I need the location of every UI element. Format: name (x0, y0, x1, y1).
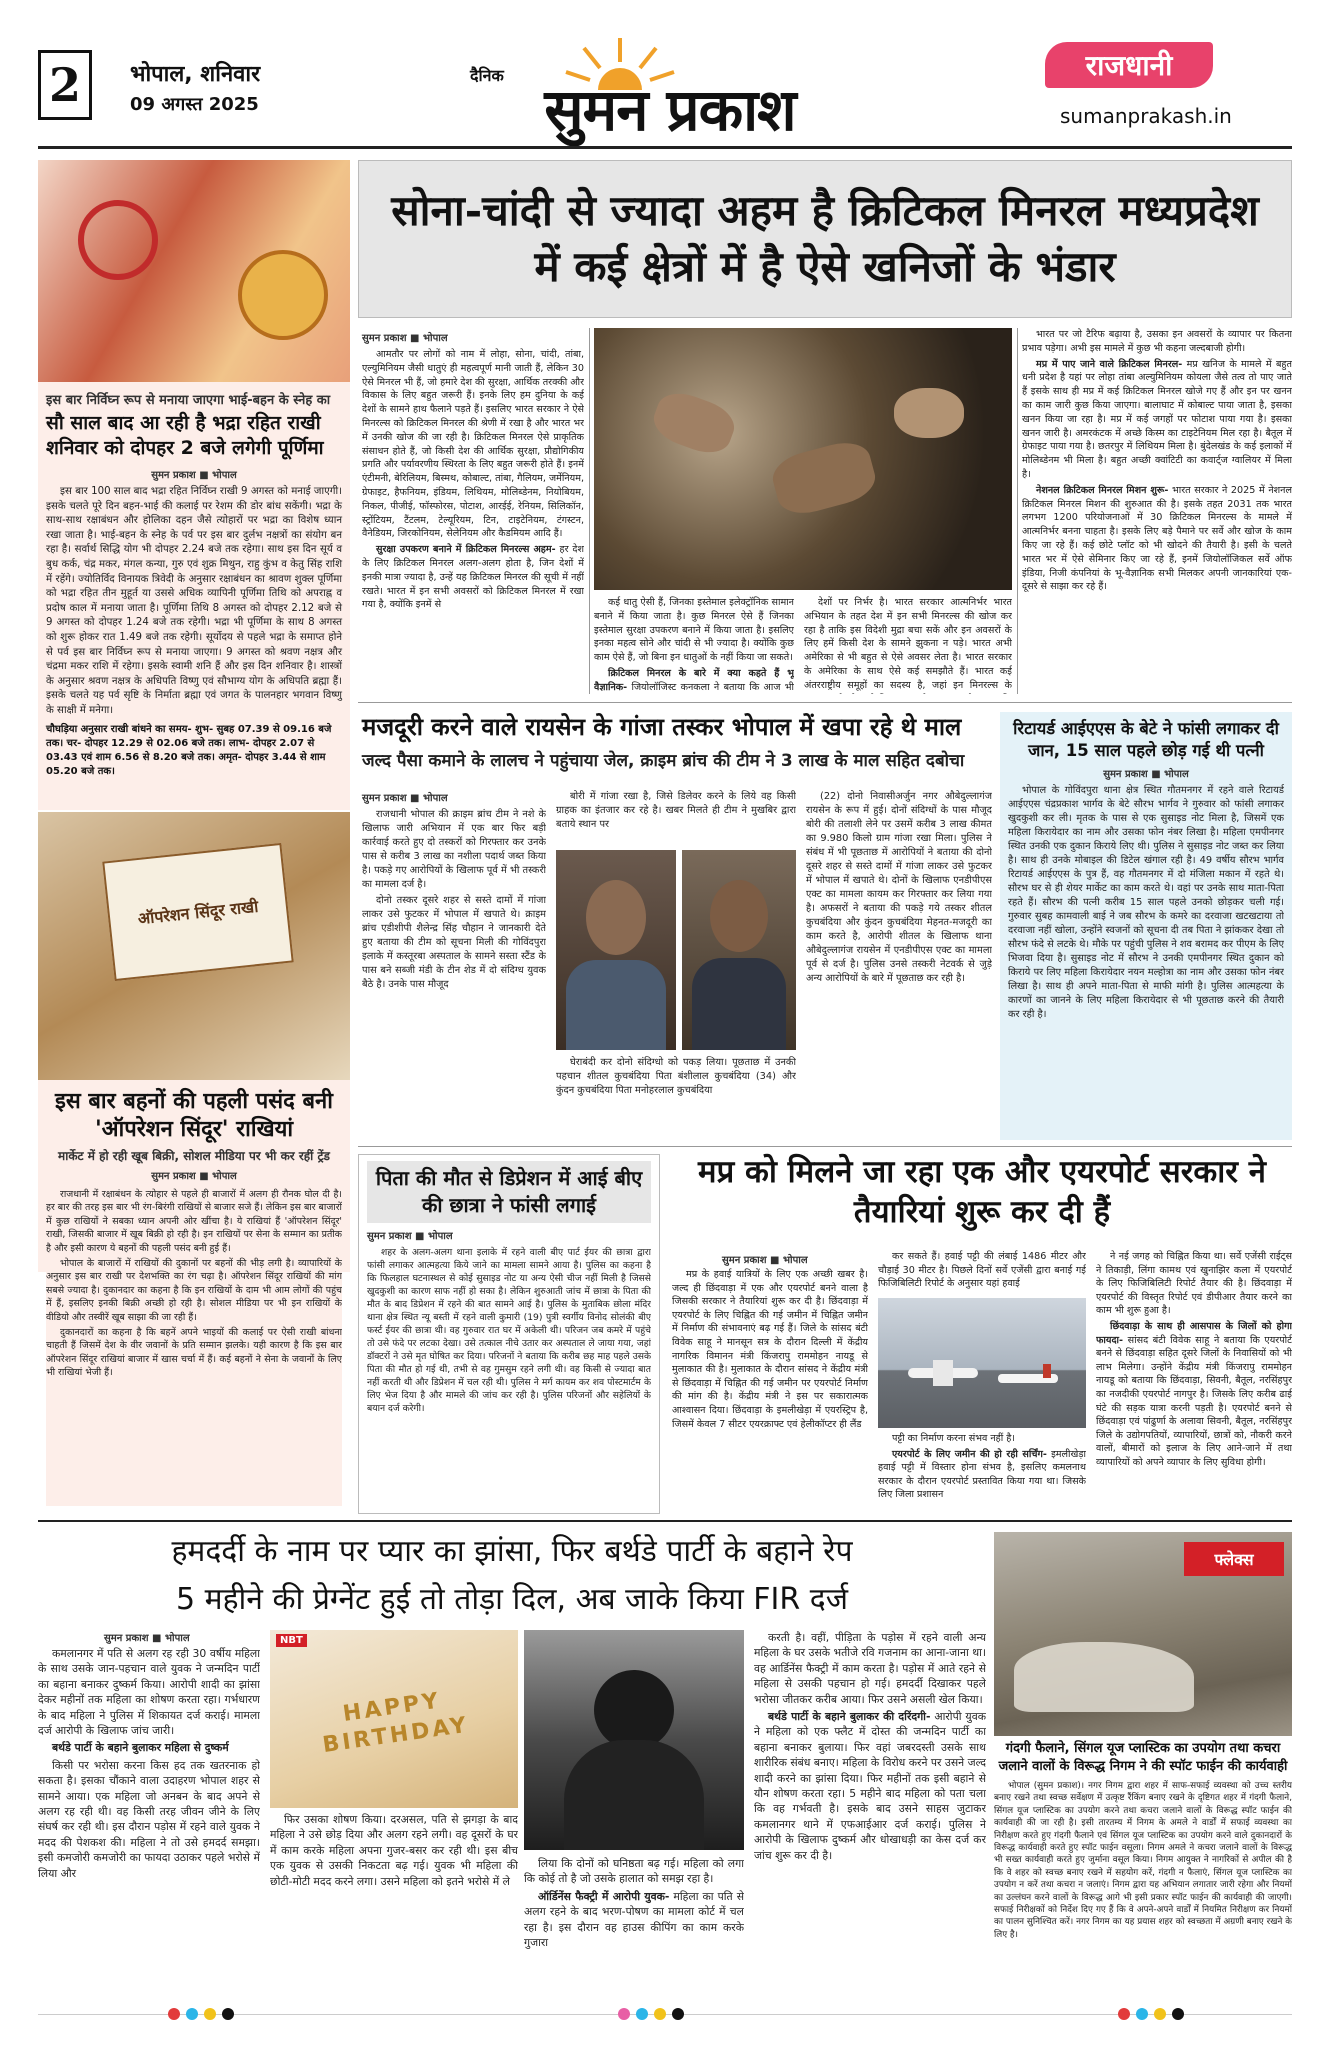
airport-photo (878, 1298, 1086, 1428)
dateline-date: 09 अगस्त 2025 (130, 94, 259, 115)
ganja-headline: मजदूरी करने वाले रायसेन के गांजा तस्कर भोपाल में खपा रहे थे माल (362, 713, 962, 741)
airport-byline: सुमन प्रकाश ■ भोपाल (722, 1255, 808, 1266)
ganja-deck: जल्द पैसा कमाने के लालच ने पहुंचाया जेल, क्राइम ब्रांच की टीम ने 3 लाख के माल सहित दबोचा (362, 751, 965, 771)
garbage-body: भोपाल (सुमन प्रकाश)। नगर निगम द्वारा शहर में साफ-सफाई व्यवस्था को उच्च स्तरीय बनाए रखने तथा स्वच्छ सर्वेक्षण में उत्कृष्ट रैंकिंग बनाए रखने के दृष्टिगत शहर में गंदगी फैलाने, सिंगल यूज प्लास्टिक का उपयोग करने तथा कचरा जलाने वालों के विरूद्ध स्पॉट फाईन की कार्यवाही की जा रही है। इसी तारतम्य में निगम के अमले ने वार्डों में सफाई व्यवस्था का निरीक्षण करते हुए गंदगी फैलाने एवं सिंगल यूज प्लास्टिक का उपयोग करने वाले दुकानदारों के विरूद्ध कार्यवाही करते हुए स्पॉट फाईन वसूला। निगम अमले ने कचरा जलाने वालों के विरूद्ध भी सख्त कार्यवाही करते हुए जुर्माना वसूल किया। निगम आयुक्त ने नागरिकों से अपील की है कि वे शहर को स्वच्छ बनाए रखने में सहयोग करें, गंदगी न फैलाएं, सिंगल यूज प्लास्टिक का उपयोग न करें तथा कचरा न जलाएं। निगम द्वारा यह अभियान लगातार जारी रहेगा और नियमों का उल्लंघन करने वालों के विरूद्ध आगे भी इसी प्रकार स्पॉट फाईन की कार्यवाही की जाएगी। सफाई निरीक्षकों को निर्देश दिए गए हैं कि वे अपने-अपने वार्डों में नियमित निरीक्षण कर नियमों का पालन सुनिश्चित करें। नगर निगम का यह प्रयास शहर को स्वच्छता में अग्रणी बनाए रखने के लिए है। (994, 1781, 1292, 1940)
minerals-byline: सुमन प्रकाश ■ भोपाल (362, 333, 448, 344)
registration-dot (1172, 2008, 1184, 2020)
sindoor-body: राजधानी में रक्षाबंधन के त्योहार से पहले ही बाजारों में अलग ही रौनक घोल दी है। हर बार की तरह इस बार भी रंग-बिरंगी राखियों से बाजार सजे हैं। लेकिन इस बार बाजारों में कुछ राखियों ने सबका ध्यान अपनी ओर खींचा है। ये राखियां हैं 'ऑपरेशन सिंदूर' राखी, जिसकी बाजार में खूब बिक्री हो रही है। इन राखियों पर सेना के सम्मान का प्रतीक है और इसी कारण ये बहनों की पहली पसंद बनी हुई हैं। भोपाल के बाजारों में राखियों की दुकानों पर बहनों की भीड़ लगी है। व्यापारियों के अनुसार इस बार राखी पर देशभक्ति का रंग चढ़ा है। ऑपरेशन सिंदूर राखियों की मांग सबसे ज्यादा है। दुकानदार का कहना है कि इन राखियों के दाम भी आम लोगों की पहुंच में हैं, इसलिए इनकी बिक्री अच्छी हो रही है। सोशल मीडिया पर भी इन राखियों के वीडियो और तस्वीरें खूब साझा की जा रही हैं। दुकानदारों का कहना है कि बहनें अपने भाइयों की कलाई पर ऐसी राखी बांधना चाहती हैं जिसमें देश के वीर जवानों के प्रति सम्मान झलके। यही कारण है कि इस बार ऑपरेशन सिंदूर राखियां बाजार में खास चर्चा में हैं। कई बहनों ने सेना के जवानों के लिए भी राखियां भेजी हैं। (46, 1188, 342, 1506)
registration-dots-right (1118, 2008, 1184, 2020)
registration-dot (168, 2008, 180, 2020)
shop-sign: फ्लेक्स (1184, 1542, 1284, 1576)
student-byline: सुमन प्रकाश ■ भोपाल (367, 1231, 453, 1242)
airport-col2b: पट्टी का निर्माण करना संभव नहीं है। एयरपोर्ट के लिए जमीन की हो रही सर्चिंग- इमलीखेड़ा हवाई पट्टी में विस्तार होना संभव है, इसलिए कमलनाथ सरकार के दौरान एयरपोर्ट प्रस्तावित किया गया था। जिसके लिए जिला प्रशासन (878, 1433, 1086, 1501)
website-url: sumanprakash.in (1060, 104, 1232, 128)
photo-sign: ऑपरेशन सिंदूर राखी (102, 843, 294, 981)
rape-headline-1: हमदर्दी के नाम पर प्यार का झांसा, फिर बर्थडे पार्टी के बहाने रेप (171, 1534, 853, 1569)
registration-dot (222, 2008, 234, 2020)
sindoor-byline: सुमन प्रकाश ■ भोपाल (151, 1171, 237, 1182)
rakhi-story (38, 160, 350, 810)
rakhi-muhurat: चौघड़िया अनुसार राखी बांधने का समय- शुभ- सुबह 07.39 से 09.16 बजे तक। चर- दोपहर 12.29 से 02.06 बजे तक। लाभ- दोपहर 2.07 से 03.43 एवं शाम 6.56 से 8.20 बजे तक। अमृत- दोपहर 3.44 से शाम 05.20 बजे तक। (46, 723, 332, 777)
minerals-col1: आमतौर पर लोगों को नाम में लोहा, सोना, चांदी, तांबा, एल्युमिनियम जैसी धातुएं ही महत्वपूर्ण मानी जाती हैं, लेकिन 30 ऐसे मिनरल भी हैं, जो हमारे देश की सुरक्षा, आर्थिक तरक्की और विकास के लिए बहुत जरूरी हैं। इनके लिए हम दुनिया के कई देशों के सामने हाथ फैलाने पड़ते हैं। इसलिए भारत सरकार ने ऐसे मिनरल्स को क्रिटिकल मिनरल की श्रेणी में रखा है और भारत भर में उनकी खोज की जा रही है। क्रिटिकल मिनरल ऐसे प्राकृतिक संसाधन होते हैं, जो किसी देश की आर्थिक सुरक्षा, प्रौद्योगिकीय प्रगति और पर्यावरणीय स्थिरता के लिए बहुत जरूरी होते हैं। इनमें एंटीमनी, बेरिलियम, बिस्मथ, कोबाल्ट, तांबा, गैलियम, जर्मेनियम, ग्रेफाइट, हैफनियम, इंडियम, लिथियम, मोलिब्डेनम, नियोबियम, निकल, पीजीई, फॉस्फोरस, पोटाश, आरईई, रेनियम, सिलिकॉन, स्ट्रोंटियम, टैंटलम, टेल्यूरियम, टिन, टाइटेनियम, टंगस्टन, वैनेडियम, जिरकोनियम, सेलेनियम और कैडमियम आदि हैं। सुरक्षा उपकरण बनाने में क्रिटिकल मिनरल्स अहम- हर देश के लिए क्रिटिकल मिनरल अलग-अलग होता है, जिन देशों में इनकी मात्रा ज्यादा है, उन्हें यह क्रिटिकल मिनरल की सूची में नहीं रखते। भारत में इन सभी अवसरों को क्रिटिकल मिनरल में रखा गया है, क्योंकि इनमें से (362, 349, 584, 611)
photo-tag: NBT (276, 1634, 307, 1647)
ganja-photo-2 (682, 850, 796, 1050)
sindoor-photo (38, 812, 350, 1080)
rape-byline: सुमन प्रकाश ■ भोपाल (104, 1633, 190, 1644)
masthead-title: सुमन प्रकाश (544, 76, 796, 144)
dateline-city: भोपाल, शनिवार (130, 62, 261, 87)
ganja-byline: सुमन प्रकाश ■ भोपाल (362, 793, 448, 804)
rakhi-photo (38, 160, 350, 382)
ganja-photo-1 (556, 850, 676, 1050)
rakhi-headline: सौ साल बाद आ रही है भद्रा रहित राखी शनिवार को दोपहर 2 बजे लगेगी पूर्णिमा (46, 412, 324, 459)
registration-dot (1154, 2008, 1166, 2020)
registration-dot (654, 2008, 666, 2020)
rape-col1: कमलानगर में पति से अलग रह रही 30 वर्षीय महिला के साथ उसके जान-पहचान वाले युवक ने जन्मदिन पार्टी का बहाना बनाकर दुष्कर्म किया। आरोपी शादी का झांसा देकर महीनों तक महिला का शोषण करता रहा। गर्भधारण के बाद महिला ने पुलिस में शिकायत दर्ज कराई। मामला दर्ज आरोपी के खिलाफ जांच जारी। बर्थडे पार्टी के बहाने बुलाकर महिला से दुष्कर्म किसी पर भरोसा करना किस हद तक खतरनाक हो सकता है। इसका चौंकाने वाला उदाहरण भोपाल शहर से सामने आया। एक महिला जो अनबन के बाद अपने से अलग रह रही थी। वह किसी तरह जीवन जीने के लिए संघर्ष कर रही थी। इस दौरान पड़ोस में रहने वाले युवक ने मदद की पेशकश की। महिला ने तो उसे हमदर्द समझा। इसी कमजोरी कमजोरी का फायदा उठाकर पहले भरोसे में लिया और (38, 1647, 260, 1880)
masthead (0, 0, 1329, 148)
airport-col1: मप्र के हवाई यात्रियों के लिए एक अच्छी खबर है। जल्द ही छिंदवाड़ा में एक और एयरपोर्ट बनने वाला है जिसकी सरकार ने तैयारियां शुरू कर दी है। छिंदवाड़ा में एयरपोर्ट के लिए चिह्नित की गई जमीन में चिह्नित जमीन में निर्माण की संभावनाएं बढ़ गई हैं। जिले के सांसद बंटी विवेक साहू ने मानसून सत्र के दौरान दिल्ली में केंद्रीय नागरिक विमानन मंत्री किंजरापु राममोहन नायडू से मुलाकात की है। मुलाकात के दौरान सांसद ने केंद्रीय मंत्री से छिंदवाड़ा में चिह्नित की गई जमीन पर एयरपोर्ट निर्माण की मांग की है। केंद्रीय मंत्री ने इस पर सकारात्मक आश्वासन दिया। छिंदवाड़ा के इमलीखेड़ा में एयरस्ट्रिप है, जिसमें केवल 7 सीटर एयरक्राफ्ट एवं हेलीकॉप्टर ही लैंड (672, 1269, 868, 1430)
garbage-photo (994, 1532, 1292, 1736)
airport-col3: ने नई जगह को चिह्नित किया था। सर्वे एजेंसी राईट्स ने तिकाड़ी, लिंगा कामथ एवं खुनाझिर कला में एयरपोर्ट के लिए फिजिबिलिटी रिपोर्ट तैयार की है। छिंदवाड़ा में एयरपोर्ट की विस्तृत रिपोर्ट एवं डीपीआर तैयार करने का काम भी शुरू हुआ है। छिंदवाड़ा के साथ ही आसपास के जिलों को होगा फायदा- सांसद बंटी विवेक साहू ने बताया कि एयरपोर्ट बनने से छिंदवाड़ा सहित दूसरे जिलों के निवासियों को भी लाभ मिलेगा। उन्होंने केंद्रीय मंत्री किंजरापु राममोहन नायडू को बताया कि छिंदवाड़ा, सिवनी, बैतूल, नरसिंहपुर का नजदीकी एयरपोर्ट नागपुर है। जिसके लिए करीब ढाई घंटे की सड़क यात्रा करनी पड़ती है। एयरपोर्ट बनने से छिंदवाड़ा एवं पांढुर्णा के अलावा सिवनी, बैतूल, नरसिंहपुर जिले के उद्योगपतियों, व्यापारियों, छात्रों को, नौकरी करने वालों, बीमारों को इलाज के लिए आने-जाने में तथा व्यापारियों को अपने व्यापार के लिए सुविधा होगी। (1096, 1251, 1292, 1468)
rape-col2: फिर उसका शोषण किया। दरअसल, पति से झगड़ा के बाद महिला ने उसे छोड़ दिया और अलग रहने लगी। वह दूसरों के घर में काम करके महिला अपना गुजर-बसर कर रही थी। इस बीच एक युवक से उसकी निकटता बढ़ गई। युवक भी महिला की छोटी-मोटी मदद करने लगा। उसने महिला को इतने भरोसे में ले (270, 1813, 518, 1888)
garbage-headline: गंदगी फैलाने, सिंगल यूज प्लास्टिक का उपयोग तथा कचरा जलाने वालों के विरूद्ध निगम ने की स्पॉट फाईन की कार्यवाही (998, 1741, 1288, 1774)
rape-headline-2: 5 महीने की प्रेग्नेंट हुई तो तोड़ा दिल, अब जाके किया FIR दर्ज (176, 1582, 848, 1617)
sindoor-deck: मार्केट में हो रही खूब बिक्री, सोशल मीडिया पर भी कर रहीं ट्रेंड (58, 1149, 330, 1163)
registration-dot (186, 2008, 198, 2020)
footer-bar (38, 2004, 1292, 2026)
ias-byline: सुमन प्रकाश ■ भोपाल (1103, 769, 1189, 780)
rape-photo-party (270, 1630, 518, 1808)
minerals-col3: देशों पर निर्भर है। भारत सरकार आत्मनिर्भर भारत अभियान के तहत देश में इन सभी मिनरल्स की खोज कर रहा है ताकि इस विदेशी मुद्रा बचा सकें और इन अवसरों के लिए हमें किसी देश के सामने झुकना न पड़े। भारत अभी अमेरिका से भी बहुत से ऐसे अवसर लेता है। भारत सरकार के अमेरिका के साथ ऐसे कई समझौते हैं। भारत कई अंतरराष्ट्रीय समूहों का सदस्य है, जहां इन मिनरल्स के (804, 597, 1012, 691)
airport-headline: मप्र को मिलने जा रहा एक और एयरपोर्ट सरकार ने तैयारियां शुरू कर दी हैं (698, 1154, 1266, 1230)
rape-col4: करती है। वहीं, पीड़िता के पड़ोस में रहने वाली अन्य महिला के घर उसके भतीजे रवि गजनाम का आना-जाना था। वह आर्डिनेंस फैक्ट्री में काम करता है। पड़ोस में आते रहने से महिला से उसकी पहचान हो गई। हमदर्दी दिखाकर पहले भरोसा जीतकर करीब आया। फिर उसने असली खेल किया। बर्थडे पार्टी के बहाने बुलाकर की दरिंदगी- आरोपी युवक ने महिला को एक फ्लैट में दोस्त की जन्मदिन पार्टी का बहाना बनाकर बुलाया। फिर वहां जबरदस्ती उसके साथ शारीरिक संबंध बनाए। महिला के विरोध करने पर उसने जल्द शादी करने का झांसा दिया। फिर महीनों तक इसी बहाने से यौन शोषण करता रहा। 5 महीने बाद महिला को पता चला कि वह गर्भवती है। इसके बाद उसने साहस जुटाकर कमलानगर थाने में एफआईआर दर्ज कराई। पुलिस ने आरोपी के खिलाफ दुष्कर्म और धोखाधड़ी का केस दर्ज कर जांच शुरू कर दी है। (754, 1631, 986, 1862)
student-body: शहर के अलग-अलग थाना इलाके में रहने वाली बीए पार्ट ईयर की छात्रा द्वारा फांसी लगाकर आत्महत्या किये जाने का मामला सामने आया है। पुलिस का कहना है कि फिलहाल घटनास्थल से कोई सुसाइड नोट या अन्य ऐसी चीज नहीं मिली है जिससे खुदकुशी का कारण साफ नहीं हो सका है। लेकिन शुरुआती जांच में छात्रा के पिता की मौत के बाद डिप्रेशन में रहने की बात सामने आई है। पुलिस के मुताबिक छोला मंदिर थाना क्षेत्र स्थित न्यू बस्ती में रहने वाली कुमारी (19) पुत्री स्वर्गीय विनोद सोलंकी बीए फर्स्ट ईयर की छात्रा थी। वह गुरुवार रात घर में अकेली थी। परिजन जब कमरे में पहुंचे तो उसे फंदे पर लटका देखा। उसे तत्काल नीचे उतार कर अस्पताल ले जाया गया, जहां डॉक्टरों ने उसे मृत घोषित कर दिया। परिजनों ने बताया कि करीब छह माह पहले उसके पिता की मौत हो गई थी, तभी से वह गुमसुम रहने लगी थी। वह किसी से ज्यादा बात नहीं करती थी और डिप्रेशन में चल रही थी। पुलिस ने मर्ग कायम कर शव पोस्टमार्टम के लिए भेज दिया है और मामले की जांच कर रही है। पुलिस परिजनों और सहेलियों के बयान दर्ज करेगी। (367, 1247, 651, 1414)
section-label: राजधानी (1045, 42, 1213, 88)
birthday-banner: HAPPY BIRTHDAY (321, 1688, 471, 1759)
registration-dot (618, 2008, 630, 2020)
airport-col2: कर सकते हैं। हवाई पट्टी की लंबाई 1486 मीटर और चौड़ाई 30 मीटर है। पिछले दिनों सर्वे एजेंसी द्वारा बनाई गई फिजिबिलिटी रिपोर्ट के अनुसार यहां हवाई (878, 1251, 1086, 1290)
ias-story (1000, 712, 1292, 1140)
sindoor-headline: इस बार बहनों की पहली पसंद बनी 'ऑपरेशन सिंदूर' राखियां (55, 1089, 333, 1142)
masthead-kicker: दैनिक (470, 66, 504, 85)
ias-headline: रिटायर्ड आईएएस के बेटे ने फांसी लगाकर दी जान, 15 साल पहले छोड़ गई थी पत्नी (1013, 719, 1279, 760)
registration-dots-center (618, 2008, 684, 2020)
student-headline: पिता की मौत से डिप्रेशन में आई बीए की छात्रा ने फांसी लगाई (367, 1161, 651, 1223)
registration-dots-left (168, 2008, 234, 2020)
rakhi-body: इस बार 100 साल बाद भद्रा रहित निर्विघ्न राखी 9 अगस्त को मनाई जाएगी। इसके चलते पूरे दिन बहन-भाई की कलाई पर रेशम की डोर बांध सकेंगी। भद्रा के साथ-साथ रक्षाबंधन और होलिका दहन जैसे त्योहारों पर भद्रा का विशेष ध्यान रखा जाता है। भाई-बहन के स्नेह के पर्व पर इस बार दुर्लभ नक्षत्रों का संयोग बन रहा है। सर्वार्थ सिद्धि योग भी दोपहर 2.24 बजे तक रहेगा। साथ इस दिन सूर्य व बुध कर्क, चंद्र मकर, मंगल कन्या, गुरु एवं शुक्र मिथुन, राहु कुंभ व केतु सिंह राशि में रहेंगे। ज्योतिर्विद विनायक त्रिवेदी के अनुसार रक्षाबंधन का श्रावण शुक्ल पूर्णिमा को भद्रा रहित तीन मुहूर्त या उससे अधिक व्यापिनी पूर्णिमा तिथि को अपराह्न व प्रदोष काल में मनाया जाता है। पूर्णिमा तिथि 8 अगस्त को दोपहर 2.12 बजे से 9 अगस्त को दोपहर 1.24 बजे तक रहेगी। भद्रा भी पूर्णिमा के साथ 8 अगस्त को शुरू होकर रात 1.49 बजे तक रहेगी। सूर्योदय से पहले भद्रा के समाप्त होने से पर्व इस बार निर्विघ्न रूप से मनाया जाएगा। 9 अगस्त को श्रवण नक्षत्र और चंद्रमा मकर राशि में रहेगा। इसके स्वामी शनि हैं और इस दिन शनिवार है। शास्त्रों के अनुसार श्रवण नक्षत्र के अधिपति विष्णु एवं सौभाग्य योग के अधिपति ब्रह्मा हैं। इसके चलते यह पर्व सृष्टि के निर्माता ब्रह्मा एवं जगत के पालनहार भगवान विष्णु के साक्षी में मनेगा। (46, 486, 342, 716)
minerals-col4: भारत पर जो टैरिफ बढ़ाया है, उसका इन अवसरों के व्यापार पर कितना प्रभाव पड़ेगा। अभी इस मामले में कुछ भी कहना जल्दबाजी होगी। मप्र में पाए जाने वाले क्रिटिकल मिनरल- मप्र खनिज के मामले में बहुत धनी प्रदेश है यहां पर लोहा तांबा अल्युमिनियम कोयला जैसे तत्व तो पाए जाते हैं इसके साथ ही मप्र में कई क्रिटिकल मिनरल खोजे गए हैं और इन पर खनन का काम जारी कुछ किया जाएगा। बालाघाट में कोबाल्ट पाया जाता है, इसका खनन किया जा रहा है। मप्र में कई जगहों पर फोटाश पाया गया है। इसका खनन जारी है। अमरकंटक में अच्छे किस्म का टाइटेनियम मिल रहा है। बैतूल में ग्रेफाइट पाया गया है। छतरपुर में लिथियम मिला है। बुंदेलखंड के कई इलाकों में मोलिब्डेनम भी मिला है। बहुत अच्छी क्वांटिटी का कवार्ट्ज ग्वालियर में मिला है। नेशनल क्रिटिकल मिनरल मिशन शुरू- भारत सरकार ने 2025 में नेशनल क्रिटिकल मिनरल मिशन की शुरुआत की है। इसके तहत 2031 तक भारत लगभग 1200 परियोजनाओं में 30 क्रिटिकल मिनरल्स के मामले में आत्मनिर्भर बनना चाहता है। इसके लिए बड़े पैमाने पर सर्वे और खोज के काम किए जा रहे हैं। कई छोटे प्लॉट को भी खोदने की तैयारी है। इसी के चलते भारत भर में ऐसे सेमिनार किए जा रहे हैं, इनमें जियोलॉजिकल सर्वे ऑफ इंडिया, निजी कंपनियां के भू-वैज्ञानिक सभी मिलकर अपनी जानकारियां एक-दूसरे से साझा कर रहे हैं। (1022, 329, 1292, 593)
minerals-headline: सोना-चांदी से ज्यादा अहम है क्रिटिकल मिनरल मध्यप्रदेश में कई क्षेत्रों में है ऐसे खनिजों के भंडार (391, 186, 1259, 291)
student-story (358, 1154, 660, 1514)
ganja-col1: राजधानी भोपाल की क्राइम ब्रांच टीम ने नशे के खिलाफ जारी अभियान में एक बार फिर बड़ी कार्रवाई करते हुए दो तस्करों को गिरफ्तार कर उनके पास से करीब 3 लाख का नशीला पदार्थ जब्त किया है। पकड़े गए आरोपियों के खिलाफ पूर्व में भी तस्करी का मामला दर्ज है। दोनो तस्कर दूसरे शहर से सस्ते दामों में गांजा लाकर उसे फुटकर में भोपाल में खपाते थे। क्राइम ब्रांच एडीशीपी शैलेन्द्र सिंह चौहान ने जानकारी देते हुए बताया की टीम को सूचना मिली की गोविंदपुरा इलाके में कस्तूरबा अस्पताल के सामने सस्ता स्टैंड के पास बने सब्जी मंडी के टीन शेड में दो संदिग्ध युवक बैठे है। उनके पास मौजूद (362, 809, 546, 990)
minerals-headline-box (358, 160, 1292, 318)
ias-body: भोपाल के गोविंदपुरा थाना क्षेत्र स्थित गौतमनगर में रहने वाले रिटायर्ड आईएएस चंद्रप्रकाश भार्गव के बेटे सौरभ भार्गव ने गुरुवार को फांसी लगाकर खुदकुशी कर ली। मृतक के पास से एक सुसाइड नोट मिला है, जिसमें एक महिला किरायेदार का नाम और उसका फोन नंबर लिखा है। महिला एमपीनगर स्थित उनकी एक दुकान किराये लिए थी। पुलिस ने सुसाइड नोट जब्त कर लिया है। साथ ही उनके मोबाइल की डिटेल खंगाल रही है। 49 वर्षीय सौरभ भार्गव रिटायर्ड आईएएस के पुत्र हैं, वह गौतमनगर में दो मंजिला मकान में रहते थे। सौरभ घर से ही शेयर मार्केट का काम करते थे। वहां पर उनके साथ माता-पिता रहते हैं। सौरभ की पत्नी करीब 15 साल पहले उनको छोड़कर चली गई। गुरुवार सुबह कामवाली बाई ने जब सौरभ के कमरे का दरवाजा खटखटाया तो दरवाजा नहीं खोला, उन्होंने स्वजनों को सूचना दी तब पिता ने झांककर देखा तो सौरभ फंदे से लटके थे। मौके पर पहुंची पुलिस ने शव बरामद कर पीएम के लिए भिजवा दिया है। सुसाइड नोट में सौरभ ने उनकी एमपीनगर स्थित दुकान को किराये पर लिए महिला किरायेदार नयन मल्होत्रा का नाम और उसका फोन नंबर लिखा है। साथ ही अपने माता-पिता से माफी मांगी है। पुलिस आत्महत्या के कारणों का जानने के लिए महिला किरायेदार से भी पूछताछ करने की तैयारी कर रही है। (1008, 785, 1284, 1020)
registration-dot (636, 2008, 648, 2020)
registration-dot (1118, 2008, 1130, 2020)
ganja-col2b: घेराबंदी कर दोनो संदिग्धो को पकड़ लिया। पूछताछ में उनकी पहचान शीतल कुचबंदिया पिता बंशीलाल कुचबंदिया (34) और कुंदन कुचबंदिया पिता मनोहरलाल कुचबंदिया (556, 1057, 796, 1096)
ganja-col3: (22) दोनो निवासीअर्जुन नगर औबेदुल्लागंज रायसेन के रूप में हुई। दोनों संदिग्धों के पास मौजूद बोरी की तलाशी लेने पर उसमें करीब 3 लाख कीमत का 9.980 किलो ग्राम गांजा रखा मिला। पुलिस ने संबंध में भी पूछताछ में आरोपियों ने बताया की दोनो दूसरे शहर से सस्ते दामों में गांजा लाकर उसे फुटकर में भोपाल में खपाते थे। दोनों के खिलाफ एनडीपीएस एक्ट का मामला कायम कर गिरफ्तार कर लिया गया है। अफसरों ने बताया की पकड़े गये तस्कर शीतल कुचबंदिया और कुंदन कुचबंदिया मेहनत-मजदूरी का काम करते है, आरोपी शीतल के खिलाफ थाना औबेदुल्लागंज रायसेन में एनडीपीएस एक्ट का मामला पूर्व से दर्ज है। पुलिस उनसे तस्करी नेटवर्क से जुड़े अन्य आरोपियों के बारे में पूछताछ कर रही है। (806, 791, 992, 984)
minerals-photo (594, 328, 1012, 590)
registration-dot (1136, 2008, 1148, 2020)
rakhi-byline: सुमन प्रकाश ■ भोपाल (151, 470, 237, 481)
ganja-col2: बोरी में गांजा रखा है, जिसे डिलेवर करने के लिये वह किसी ग्राहक का इंतजार कर रहे है। खबर मिलते ही टीम ने मुखबिर द्वारा बताये स्थान पर (556, 791, 796, 830)
page-number: 2 (38, 50, 92, 120)
rape-col3: लिया कि दोनों को घनिष्ठता बढ़ गई। महिला को लगा कि कोई तो है जो उसके हालात को समझ रहा है। ऑर्डिनेंस फैक्ट्री में आरोपी युवक- महिला का पति से अलग रहने के बाद भरण-पोषण का मामला कोर्ट में चल रहा है। इस दौरान वह हाउस कीपिंग का काम करके गुजारा (524, 1857, 744, 1950)
masthead-rule (38, 146, 1292, 149)
rakhi-kicker: इस बार निर्विघ्न रूप से मनाया जाएगा भाई-बहन के स्नेह का (46, 393, 331, 408)
registration-dot (672, 2008, 684, 2020)
registration-dot (204, 2008, 216, 2020)
minerals-col2: कई धातु ऐसी हैं, जिनका इस्तेमाल इलेक्ट्रॉनिक सामान बनाने में किया जाता है। कुछ मिनरल ऐसे हैं जिनका इस्तेमाल सुरक्षा उपकरण बनाने में किया जाता है। इसलिए इनका महत्व सोने और चांदी से भी ज्यादा है। क्योंकि कुछ काम ऐसे हैं, जो बिना इन धातुओं के नहीं किया जा सकते। क्रिटिकल मिनरल के बारे में क्या कहते हैं भू वैज्ञानिक- जियोलॉजिस्ट कनकला ने बताया कि आज भी (594, 597, 794, 693)
rape-photo-woman (524, 1630, 744, 1850)
